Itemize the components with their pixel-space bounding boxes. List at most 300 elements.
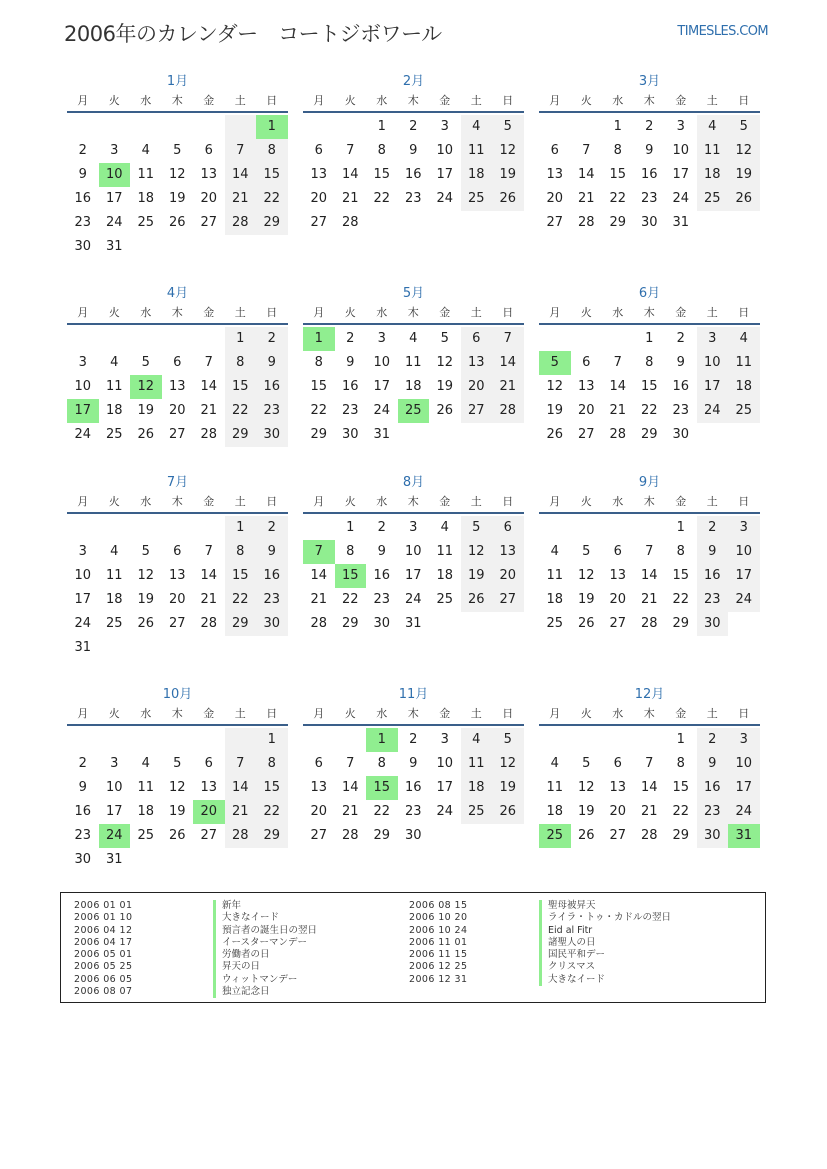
day-cell: 22 <box>310 403 328 418</box>
day-cell: 5 <box>461 516 493 540</box>
empty-cell <box>335 115 367 139</box>
day-cell: 29 <box>310 427 328 442</box>
day-cell: 24 <box>105 215 123 230</box>
weekday-label: 土 <box>234 495 246 508</box>
day-cell: 14 <box>341 780 359 795</box>
day-cell: 5 <box>173 143 182 158</box>
day-cell: 28 <box>577 215 595 230</box>
legend-holiday-name: 大きなイード <box>539 974 671 986</box>
weekday-label: 水 <box>140 707 152 720</box>
day-cell: 15 <box>373 167 391 182</box>
day-cell: 30 <box>404 828 422 843</box>
day-cell: 4 <box>110 355 119 370</box>
legend-date: 2006 06 05 <box>74 973 133 985</box>
month-name: 7月 <box>166 475 189 490</box>
day-cell: 15 <box>225 375 257 399</box>
day-cell: 17 <box>697 375 729 399</box>
day-cell: 13 <box>200 167 218 182</box>
day-cell: 16 <box>640 167 658 182</box>
holiday-day-cell: 5 <box>539 351 571 375</box>
weekday-label: 金 <box>439 306 451 319</box>
weekday-label: 金 <box>675 495 687 508</box>
day-cell: 8 <box>377 143 386 158</box>
empty-cell <box>99 728 131 752</box>
weekday-label: 火 <box>108 94 120 107</box>
day-cell: 20 <box>168 403 186 418</box>
weekday-label: 火 <box>580 94 592 107</box>
day-cell: 5 <box>173 756 182 771</box>
weekday-label: 土 <box>706 707 718 720</box>
day-cell: 6 <box>173 355 182 370</box>
day-cell: 7 <box>204 355 213 370</box>
weekday-label: 日 <box>738 306 750 319</box>
day-cell: 13 <box>609 568 627 583</box>
page-title: 2006年のカレンダー コートジボワール <box>64 22 442 46</box>
weekday-header <box>67 303 288 325</box>
day-cell: 24 <box>74 616 92 631</box>
legend-date: 2006 12 31 <box>409 973 468 985</box>
day-cell: 26 <box>577 616 595 631</box>
day-cell: 20 <box>609 804 627 819</box>
legend-holiday-name: クリスマス <box>539 961 671 973</box>
day-cell: 28 <box>341 215 359 230</box>
day-cell: 16 <box>341 379 359 394</box>
day-cell: 6 <box>613 544 622 559</box>
month-name: 5月 <box>402 286 425 301</box>
day-cell: 22 <box>640 403 658 418</box>
day-cell: 8 <box>314 355 323 370</box>
legend-holiday-name: 諸聖人の日 <box>539 937 671 949</box>
day-cell: 29 <box>672 828 690 843</box>
day-cell: 19 <box>492 776 524 800</box>
day-cell: 7 <box>492 327 524 351</box>
day-cell: 6 <box>173 544 182 559</box>
empty-cell <box>634 516 666 540</box>
weekday-label: 日 <box>266 707 278 720</box>
day-cell: 13 <box>310 167 328 182</box>
day-cell: 13 <box>310 780 328 795</box>
empty-cell <box>193 728 225 752</box>
day-cell: 3 <box>110 143 119 158</box>
day-cell: 25 <box>461 800 493 824</box>
day-cell: 1 <box>645 331 654 346</box>
day-cell: 3 <box>728 516 760 540</box>
day-cell: 23 <box>697 588 729 612</box>
day-cell: 26 <box>492 187 524 211</box>
day-cell: 26 <box>168 215 186 230</box>
weekday-label: 火 <box>580 306 592 319</box>
day-cell: 19 <box>492 163 524 187</box>
day-grid <box>539 728 760 848</box>
weekday-label: 金 <box>203 707 215 720</box>
weekday-label: 土 <box>470 94 482 107</box>
day-cell: 31 <box>74 640 92 655</box>
day-cell: 17 <box>728 776 760 800</box>
day-cell: 9 <box>377 544 386 559</box>
day-cell: 16 <box>256 564 288 588</box>
day-cell: 15 <box>310 379 328 394</box>
weekday-label: 水 <box>140 306 152 319</box>
day-cell: 21 <box>492 375 524 399</box>
weekday-label: 水 <box>376 707 388 720</box>
day-cell: 5 <box>582 756 591 771</box>
day-cell: 24 <box>672 191 690 206</box>
day-cell: 28 <box>200 427 218 442</box>
legend-date: 2006 10 20 <box>409 912 468 924</box>
weekday-header <box>539 91 760 113</box>
day-cell: 18 <box>137 804 155 819</box>
day-cell: 28 <box>225 824 257 848</box>
weekday-label: 金 <box>203 306 215 319</box>
weekday-label: 火 <box>108 306 120 319</box>
day-cell: 12 <box>492 139 524 163</box>
weekday-label: 月 <box>77 94 89 107</box>
day-cell: 15 <box>256 776 288 800</box>
day-cell: 24 <box>404 592 422 607</box>
day-cell: 28 <box>200 616 218 631</box>
weekday-label: 土 <box>234 94 246 107</box>
day-cell: 19 <box>168 804 186 819</box>
day-cell: 22 <box>672 592 690 607</box>
day-cell: 16 <box>697 776 729 800</box>
weekday-label: 金 <box>675 94 687 107</box>
day-cell: 8 <box>225 351 257 375</box>
day-cell: 20 <box>310 191 328 206</box>
day-cell: 4 <box>440 520 449 535</box>
weekday-label: 金 <box>439 94 451 107</box>
day-cell: 12 <box>728 139 760 163</box>
day-cell: 6 <box>461 327 493 351</box>
empty-cell <box>162 115 194 139</box>
legend-names-left <box>213 900 317 998</box>
legend-holiday-name: 昇天の日 <box>213 961 317 973</box>
month-calendar <box>67 686 288 872</box>
day-cell: 3 <box>377 331 386 346</box>
month-name: 3月 <box>638 74 661 89</box>
day-cell: 27 <box>577 427 595 442</box>
day-cell: 29 <box>256 211 288 235</box>
day-cell: 18 <box>105 403 123 418</box>
day-cell: 4 <box>141 143 150 158</box>
day-cell: 20 <box>310 804 328 819</box>
day-grid <box>67 516 288 660</box>
day-cell: 12 <box>492 752 524 776</box>
day-cell: 27 <box>310 828 328 843</box>
day-cell: 4 <box>110 544 119 559</box>
empty-cell <box>539 327 571 351</box>
day-cell: 17 <box>373 379 391 394</box>
weekday-header <box>303 492 524 514</box>
day-cell: 26 <box>577 828 595 843</box>
holiday-legend <box>60 892 766 1003</box>
day-cell: 12 <box>137 568 155 583</box>
day-cell: 11 <box>105 568 123 583</box>
day-cell: 2 <box>256 327 288 351</box>
day-cell: 6 <box>204 143 213 158</box>
empty-cell <box>571 516 603 540</box>
weekday-label: 土 <box>234 707 246 720</box>
day-cell: 11 <box>137 780 155 795</box>
day-cell: 8 <box>676 756 685 771</box>
empty-cell <box>193 327 225 351</box>
day-cell: 9 <box>676 355 685 370</box>
weekday-label: 木 <box>171 495 183 508</box>
day-cell: 10 <box>436 143 454 158</box>
day-cell: 12 <box>168 167 186 182</box>
holiday-day-cell: 20 <box>193 800 225 824</box>
day-cell: 25 <box>728 399 760 423</box>
legend-date: 2006 04 17 <box>74 936 133 948</box>
day-grid <box>303 327 524 447</box>
day-cell: 2 <box>377 520 386 535</box>
month-name: 11月 <box>398 687 429 702</box>
day-cell: 25 <box>461 187 493 211</box>
day-cell: 2 <box>409 732 418 747</box>
day-cell: 4 <box>550 756 559 771</box>
day-cell: 19 <box>461 564 493 588</box>
weekday-label: 土 <box>470 707 482 720</box>
day-cell: 9 <box>78 780 87 795</box>
day-cell: 6 <box>204 756 213 771</box>
day-cell: 27 <box>546 215 564 230</box>
empty-cell <box>130 728 162 752</box>
weekday-label: 月 <box>313 94 325 107</box>
day-cell: 31 <box>672 215 690 230</box>
day-cell: 17 <box>728 564 760 588</box>
day-cell: 16 <box>672 379 690 394</box>
day-cell: 29 <box>225 423 257 447</box>
day-cell: 22 <box>373 191 391 206</box>
day-cell: 4 <box>409 331 418 346</box>
weekday-header <box>67 91 288 113</box>
legend-holiday-name: イースターマンデー <box>213 937 317 949</box>
day-cell: 16 <box>74 191 92 206</box>
weekday-label: 金 <box>675 707 687 720</box>
day-cell: 2 <box>409 119 418 134</box>
day-cell: 24 <box>74 427 92 442</box>
day-cell: 5 <box>492 728 524 752</box>
month-name: 4月 <box>166 286 189 301</box>
day-cell: 15 <box>640 379 658 394</box>
day-cell: 29 <box>373 828 391 843</box>
weekday-label: 土 <box>470 495 482 508</box>
weekday-header <box>539 303 760 325</box>
day-cell: 24 <box>728 800 760 824</box>
day-cell: 14 <box>492 351 524 375</box>
day-cell: 6 <box>582 355 591 370</box>
day-cell: 15 <box>672 568 690 583</box>
day-cell: 8 <box>613 143 622 158</box>
day-cell: 4 <box>141 756 150 771</box>
legend-date: 2006 01 10 <box>74 912 133 924</box>
day-cell: 14 <box>200 568 218 583</box>
day-cell: 25 <box>697 187 729 211</box>
day-cell: 2 <box>78 756 87 771</box>
day-cell: 31 <box>404 616 422 631</box>
day-cell: 3 <box>78 544 87 559</box>
day-cell: 7 <box>204 544 213 559</box>
weekday-label: 月 <box>549 306 561 319</box>
day-cell: 22 <box>256 187 288 211</box>
day-cell: 30 <box>697 612 729 636</box>
weekday-label: 土 <box>234 306 246 319</box>
day-cell: 3 <box>110 756 119 771</box>
weekday-label: 金 <box>203 495 215 508</box>
day-cell: 13 <box>609 780 627 795</box>
weekday-label: 月 <box>313 707 325 720</box>
weekday-label: 月 <box>313 306 325 319</box>
month-calendar <box>539 285 760 447</box>
day-cell: 28 <box>492 399 524 423</box>
day-cell: 12 <box>577 568 595 583</box>
day-cell: 18 <box>404 379 422 394</box>
day-cell: 17 <box>672 167 690 182</box>
legend-date: 2006 08 07 <box>74 986 133 998</box>
day-cell: 10 <box>672 143 690 158</box>
day-cell: 8 <box>346 544 355 559</box>
day-cell: 23 <box>404 191 422 206</box>
day-cell: 22 <box>225 588 257 612</box>
day-cell: 13 <box>492 540 524 564</box>
weekday-label: 土 <box>706 94 718 107</box>
month-name: 9月 <box>638 475 661 490</box>
day-cell: 28 <box>640 828 658 843</box>
empty-cell <box>99 516 131 540</box>
day-cell: 13 <box>546 167 564 182</box>
weekday-label: 日 <box>502 94 514 107</box>
legend-holiday-name: 大きなイード <box>213 912 317 924</box>
holiday-day-cell: 31 <box>728 824 760 848</box>
month-calendar <box>303 285 524 447</box>
day-cell: 17 <box>436 780 454 795</box>
empty-cell <box>539 728 571 752</box>
weekday-label: 日 <box>266 306 278 319</box>
empty-cell <box>99 327 131 351</box>
day-cell: 11 <box>728 351 760 375</box>
day-cell: 19 <box>577 804 595 819</box>
weekday-header <box>303 704 524 726</box>
day-cell: 11 <box>546 780 564 795</box>
empty-cell <box>162 516 194 540</box>
empty-cell <box>303 516 335 540</box>
month-calendar <box>303 686 524 848</box>
day-cell: 23 <box>697 800 729 824</box>
month-name: 1月 <box>166 74 189 89</box>
day-cell: 29 <box>640 427 658 442</box>
day-cell: 27 <box>609 616 627 631</box>
weekday-label: 木 <box>407 707 419 720</box>
day-cell: 14 <box>577 167 595 182</box>
day-cell: 12 <box>577 780 595 795</box>
day-cell: 15 <box>256 163 288 187</box>
day-cell: 13 <box>200 780 218 795</box>
day-cell: 16 <box>74 804 92 819</box>
day-cell: 20 <box>546 191 564 206</box>
day-cell: 16 <box>404 167 422 182</box>
day-cell: 2 <box>78 143 87 158</box>
weekday-label: 火 <box>344 707 356 720</box>
day-cell: 24 <box>728 588 760 612</box>
weekday-label: 水 <box>612 94 624 107</box>
day-cell: 7 <box>645 544 654 559</box>
holiday-day-cell: 1 <box>256 115 288 139</box>
day-cell: 18 <box>728 375 760 399</box>
legend-date: 2006 12 25 <box>409 961 468 973</box>
month-name: 8月 <box>402 475 425 490</box>
weekday-label: 火 <box>344 94 356 107</box>
day-cell: 2 <box>645 119 654 134</box>
day-cell: 3 <box>440 119 449 134</box>
day-cell: 2 <box>676 331 685 346</box>
day-cell: 17 <box>436 167 454 182</box>
weekday-label: 日 <box>266 495 278 508</box>
day-cell: 29 <box>256 824 288 848</box>
day-cell: 28 <box>640 616 658 631</box>
day-cell: 10 <box>74 379 92 394</box>
empty-cell <box>303 728 335 752</box>
day-cell: 27 <box>200 215 218 230</box>
day-grid <box>303 728 524 848</box>
day-cell: 27 <box>609 828 627 843</box>
weekday-label: 月 <box>77 306 89 319</box>
day-cell: 15 <box>672 780 690 795</box>
empty-cell <box>130 327 162 351</box>
day-cell: 1 <box>346 520 355 535</box>
weekday-label: 水 <box>612 495 624 508</box>
day-cell: 6 <box>314 756 323 771</box>
day-cell: 2 <box>697 516 729 540</box>
day-grid <box>67 115 288 259</box>
weekday-label: 木 <box>643 94 655 107</box>
day-cell: 21 <box>341 804 359 819</box>
day-cell: 14 <box>225 776 257 800</box>
legend-holiday-name: ライラ・トゥ・カドルの翌日 <box>539 912 671 924</box>
legend-holiday-name: 国民平和デー <box>539 949 671 961</box>
day-cell: 5 <box>141 544 150 559</box>
day-cell: 18 <box>697 163 729 187</box>
day-cell: 18 <box>137 191 155 206</box>
weekday-label: 木 <box>643 306 655 319</box>
holiday-day-cell: 25 <box>398 399 430 423</box>
empty-cell <box>99 115 131 139</box>
day-cell: 21 <box>341 191 359 206</box>
day-cell: 4 <box>550 544 559 559</box>
empty-cell <box>193 115 225 139</box>
weekday-label: 木 <box>171 707 183 720</box>
day-cell: 30 <box>256 423 288 447</box>
day-cell: 29 <box>609 215 627 230</box>
day-cell: 1 <box>613 119 622 134</box>
weekday-label: 火 <box>580 707 592 720</box>
day-cell: 26 <box>492 800 524 824</box>
day-cell: 30 <box>640 215 658 230</box>
day-cell: 6 <box>314 143 323 158</box>
day-cell: 14 <box>640 568 658 583</box>
site-link[interactable]: TIMESLES.COM <box>677 24 768 39</box>
day-cell: 29 <box>341 616 359 631</box>
day-cell: 7 <box>225 139 257 163</box>
day-cell: 26 <box>546 427 564 442</box>
weekday-label: 木 <box>171 94 183 107</box>
day-cell: 1 <box>256 728 288 752</box>
day-cell: 5 <box>440 331 449 346</box>
day-cell: 12 <box>461 540 493 564</box>
weekday-label: 土 <box>706 495 718 508</box>
weekday-label: 月 <box>549 707 561 720</box>
day-cell: 24 <box>436 191 454 206</box>
day-cell: 26 <box>168 828 186 843</box>
day-cell: 9 <box>697 752 729 776</box>
